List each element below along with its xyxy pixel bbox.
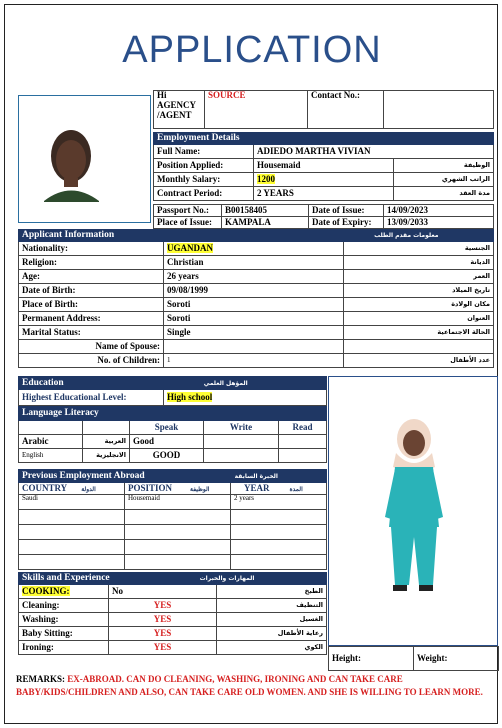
position-label: Position Applied: <box>154 159 254 173</box>
applicant-value: Christian <box>167 256 204 267</box>
applicant-value: 09/08/1999 <box>167 284 209 295</box>
remarks <box>16 673 494 699</box>
education-level-label: Highest Educational Level: <box>19 390 164 406</box>
education-header-ar: المؤهل العلمي <box>203 379 248 387</box>
applicant-ar: العمر <box>344 270 494 284</box>
education-table <box>18 376 327 406</box>
applicant-ar: العنوان <box>344 312 494 326</box>
applicant-ar: الجنسية <box>344 242 494 256</box>
applicant-full-photo <box>328 376 498 646</box>
col-country: COUNTRY <box>22 482 68 493</box>
lang-arabic: Arabic <box>19 435 83 449</box>
position-ar: الوظيفة <box>394 159 494 173</box>
col-read: Read <box>279 421 327 435</box>
applicant-value: Single <box>167 326 191 337</box>
contract-value: 2 YEARS <box>254 187 394 201</box>
prev-year-0: 2 years <box>231 495 327 510</box>
source-label: SOURCE <box>205 91 308 129</box>
skill-ar: التنظيف <box>217 599 327 613</box>
portrait-image <box>19 96 149 221</box>
place-issue-value: KAMPALA <box>222 217 309 229</box>
applicant-label: Religion: <box>19 256 164 270</box>
skill-label: Ironing: <box>19 641 109 655</box>
lang-arabic-ar: العربية <box>83 435 130 449</box>
children-label: No. of Children: <box>19 354 164 368</box>
issue-date-value: 14/09/2023 <box>384 205 494 217</box>
applicant-header-ar: معلومات مقدم الطلب <box>374 232 439 240</box>
lang-english: English <box>19 449 83 463</box>
col-position-ar: الوظيفة <box>190 486 210 493</box>
applicant-row <box>19 326 494 340</box>
agency-table <box>153 90 494 129</box>
skill-ar: الغسيل <box>217 613 327 627</box>
passport-table <box>153 204 494 229</box>
employment-header: Employment Details <box>154 133 494 145</box>
page-title: APPLICATION <box>122 29 382 71</box>
salary-label: Monthly Salary: <box>154 173 254 187</box>
skill-value: YES <box>109 641 217 655</box>
height-label: Height: <box>329 647 414 671</box>
applicant-value: UGANDAN <box>167 242 213 253</box>
applicant-label: Marital Status: <box>19 326 164 340</box>
applicant-ar: الديانة <box>344 256 494 270</box>
col-country-ar: الدولة <box>81 486 96 493</box>
applicant-value: Soroti <box>167 312 191 323</box>
arabic-speak: Good <box>130 435 204 449</box>
applicant-row <box>19 242 494 256</box>
cooking-label: COOKING: <box>22 585 70 596</box>
skill-value: YES <box>109 613 217 627</box>
language-header: Language Literacy <box>19 407 327 421</box>
applicant-rows <box>19 242 494 340</box>
remarks-label: REMARKS: <box>16 674 65 684</box>
children-ar: عدد الأطفال <box>344 354 494 368</box>
applicant-ar: الحالة الاجتماعية <box>344 326 494 340</box>
cooking-ar: الطبخ <box>217 585 327 599</box>
skills-rows <box>19 599 327 655</box>
applicant-value: Soroti <box>167 298 191 309</box>
skills-header: Skills and Experience <box>22 573 110 584</box>
skill-value: YES <box>109 627 217 641</box>
col-speak: Speak <box>130 421 204 435</box>
applicant-label: Date of Birth: <box>19 284 164 298</box>
applicant-label: Place of Birth: <box>19 298 164 312</box>
applicant-table <box>18 229 494 368</box>
salary-value: 1200 <box>257 173 275 184</box>
place-issue-label: Place of Issue: <box>154 217 222 229</box>
skill-ar: الكوي <box>217 641 327 655</box>
application-page <box>4 4 498 724</box>
full-name-label: Full Name: <box>154 145 254 159</box>
passport-no-value: B00158405 <box>222 205 309 217</box>
skill-row <box>19 641 327 655</box>
salary-ar: الراتب الشهري <box>394 173 494 187</box>
skills-header-ar: المهارات والخبرات <box>199 575 255 583</box>
skill-label: Washing: <box>19 613 109 627</box>
applicant-row <box>19 284 494 298</box>
education-level-value: High school <box>167 391 213 402</box>
agency-label: Hi AGENCY /AGENT <box>154 91 205 129</box>
remarks-text: EX-ABROAD. CAN DO CLEANING, WASHING, IRONING AND CAN TAKE CARE BABY/KIDS/CHILDREN AND ALSO, CAN TAKE CARE OLD WOMEN. AND SHE IS WILLING TO LEARN MORE. <box>16 674 483 698</box>
weight-label: Weight: <box>414 647 499 671</box>
spouse-value <box>164 340 344 354</box>
education-header: Education <box>22 377 64 388</box>
lang-english-ar: الانجليزية <box>83 449 130 463</box>
applicant-value: 26 years <box>167 270 199 281</box>
applicant-ar: مكان الولادة <box>344 298 494 312</box>
contract-ar: مدة العقد <box>394 187 494 201</box>
col-position: POSITION <box>128 482 173 493</box>
full-body-image <box>329 377 497 645</box>
measurements-table <box>328 646 499 671</box>
col-write: Write <box>204 421 279 435</box>
col-year-ar: المدة <box>289 486 303 493</box>
applicant-label: Age: <box>19 270 164 284</box>
skill-row <box>19 627 327 641</box>
previous-header: Previous Employment Abroad <box>22 470 145 481</box>
issue-date-label: Date of Issue: <box>309 205 384 217</box>
spouse-label: Name of Spouse: <box>19 340 164 354</box>
skills-table <box>18 572 327 655</box>
cooking-value: No <box>109 585 217 599</box>
applicant-row <box>19 298 494 312</box>
employment-table <box>153 132 494 201</box>
skill-row <box>19 599 327 613</box>
language-table <box>18 406 327 463</box>
passport-no-label: Passport No.: <box>154 205 222 217</box>
previous-header-ar: الخبرة السابقة <box>234 472 278 480</box>
expiry-label: Date of Expiry: <box>309 217 384 229</box>
col-year: YEAR <box>244 482 270 493</box>
applicant-row <box>19 270 494 284</box>
prev-position-0: Housemaid <box>125 495 231 510</box>
applicant-header: Applicant Information <box>22 230 115 241</box>
skill-ar: رعاية الأطفال <box>217 627 327 641</box>
full-name-value: ADIEDO MARTHA VIVIAN <box>254 145 494 159</box>
applicant-label: Nationality: <box>19 242 164 256</box>
contact-value <box>384 91 494 129</box>
applicant-ar: تاريخ الميلاد <box>344 284 494 298</box>
position-value: Housemaid <box>254 159 394 173</box>
skill-row <box>19 613 327 627</box>
applicant-portrait <box>18 95 151 223</box>
english-speak: GOOD <box>130 449 204 463</box>
previous-employment-table <box>18 469 327 570</box>
skill-label: Baby Sitting: <box>19 627 109 641</box>
expiry-value: 13/09/2033 <box>384 217 494 229</box>
applicant-row <box>19 312 494 326</box>
applicant-label: Permanent Address: <box>19 312 164 326</box>
prev-country-0: Saudi <box>19 495 125 510</box>
skill-label: Cleaning: <box>19 599 109 613</box>
applicant-row <box>19 256 494 270</box>
skill-value: YES <box>109 599 217 613</box>
contract-label: Contract Period: <box>154 187 254 201</box>
contact-label: Contact No.: <box>308 91 384 129</box>
children-value: 1 <box>164 354 344 368</box>
